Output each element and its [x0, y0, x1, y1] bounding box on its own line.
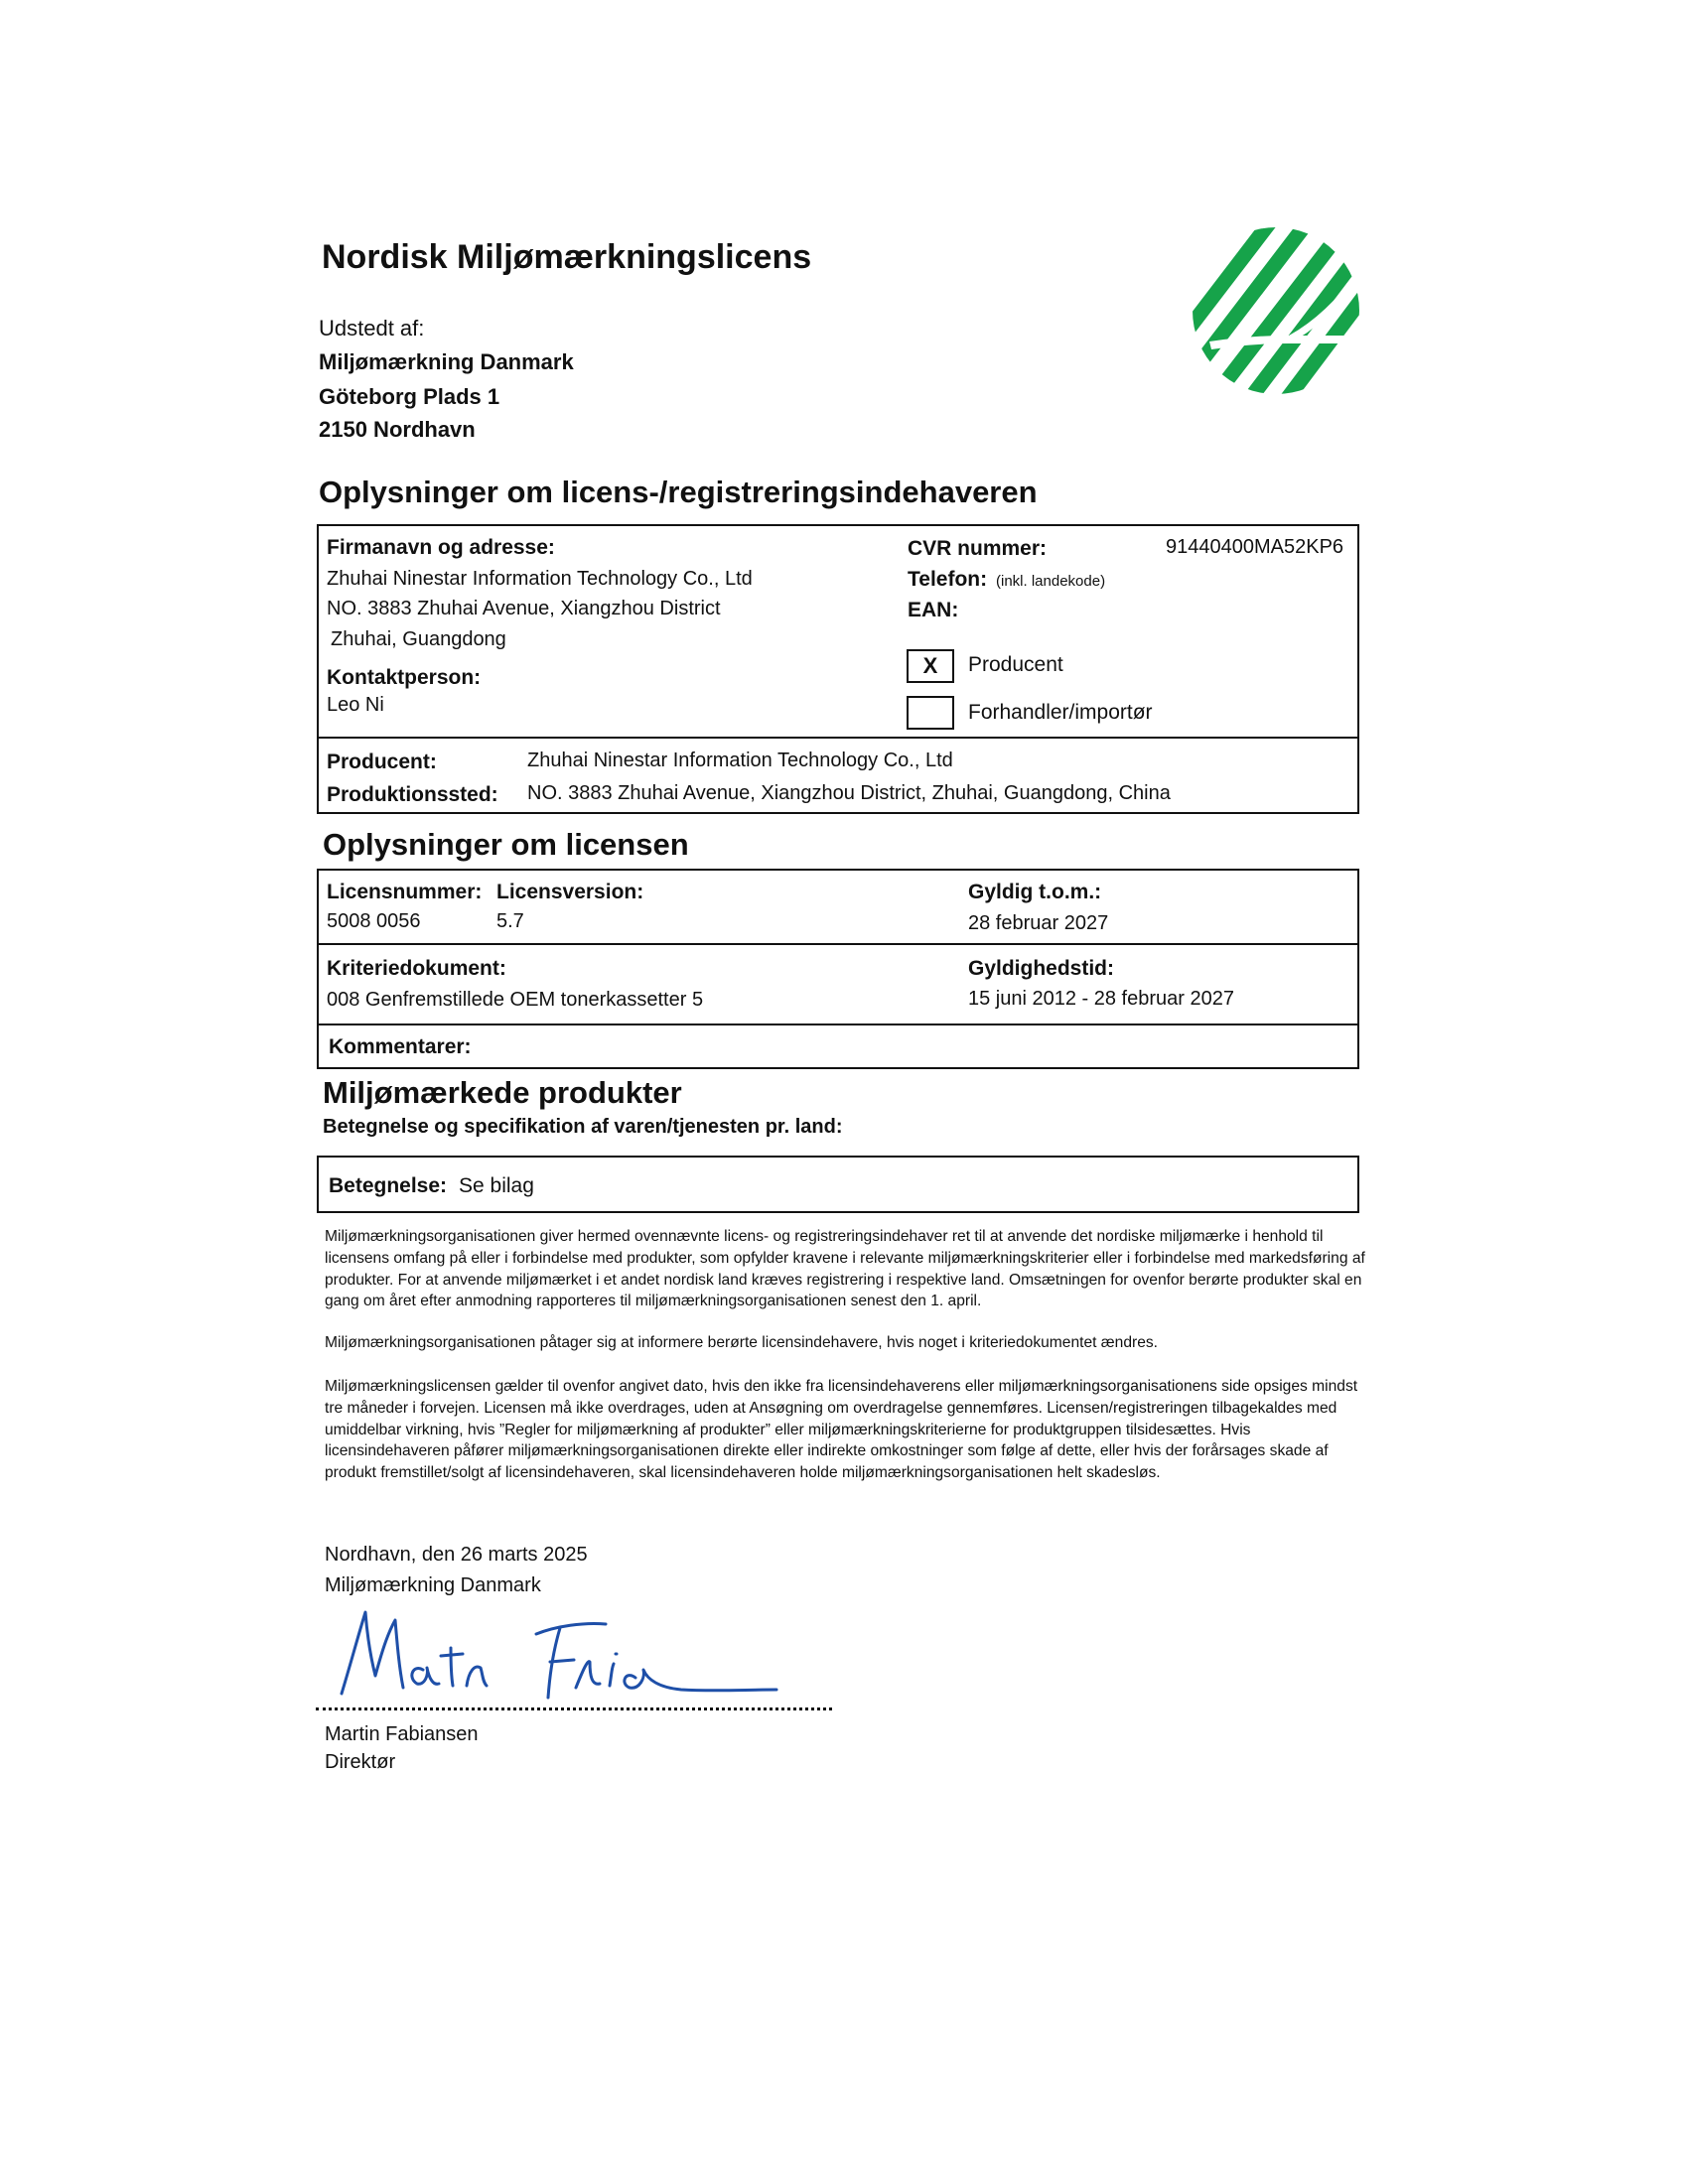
document-title: Nordisk Miljømærkningslicens: [322, 238, 812, 276]
valid-until-label: Gyldig t.o.m.:: [968, 881, 1102, 903]
signature-line: [316, 1707, 832, 1710]
fine-print-paragraph-1: Miljømærkningsorganisationen giver hermed ovennævnte licens- og registreringsindehaver ret til at anvende det nordiske miljømærke i henhold til licensens omfang på eller i forbindelse med produkter, som opfylder kravene i relevante miljømærkningskriterier eller i forbindelse med markedsføring af produkter. For at anvende miljømærket i et andet nordisk land kræves registrering i respektive land. Omsætningen for ovenfor berørte produkter skal en gang om året efter anmodning rapporteres til miljømærkningsorganisationen senest den 1. april.: [325, 1228, 1365, 1310]
cvr-label: CVR nummer:: [908, 537, 1048, 560]
criteria-label: Kriteriedokument:: [327, 957, 506, 980]
cvr-value: 91440400MA52KP6: [1166, 536, 1344, 558]
place-date: Nordhavn, den 26 marts 2025: [325, 1544, 588, 1566]
valid-until-value: 28 februar 2027: [968, 912, 1109, 934]
nordic-swan-ecolabel-logo: [1190, 224, 1362, 397]
issuer-name: Miljømærkning Danmark: [319, 349, 574, 374]
license-number-value: 5008 0056: [327, 910, 421, 932]
company-label: Firmanavn og adresse:: [327, 536, 555, 559]
ean-label: EAN:: [908, 599, 959, 621]
license-version-label: Licensversion:: [496, 881, 644, 903]
producer-checkbox-label: Producent: [968, 653, 1063, 676]
designation-label: Betegnelse:: [329, 1174, 448, 1197]
producer-checkbox[interactable]: X: [907, 649, 954, 683]
license-section-heading: Oplysninger om licensen: [323, 827, 689, 862]
divider: [318, 737, 1358, 739]
signatory-title: Direktør: [325, 1751, 396, 1773]
phone-label: Telefon:: [908, 568, 988, 591]
contact-label: Kontaktperson:: [327, 666, 482, 689]
license-number-label: Licensnummer:: [327, 881, 483, 903]
validity-period-value: 15 juni 2012 - 28 februar 2027: [968, 988, 1234, 1010]
closing-org: Miljømærkning Danmark: [325, 1574, 541, 1596]
issuer-label: Udstedt af:: [319, 316, 425, 341]
holder-section-heading: Oplysninger om licens-/registreringsindehaveren: [319, 475, 1038, 509]
designation-value: Se bilag: [459, 1174, 534, 1197]
issuer-city: 2150 Nordhavn: [319, 417, 476, 442]
production-site-value: NO. 3883 Zhuhai Avenue, Xiangzhou District, Zhuhai, Guangdong, China: [527, 782, 1171, 804]
handwritten-signature: [328, 1598, 784, 1707]
contact-value: Leo Ni: [327, 694, 384, 716]
issuer-street: Göteborg Plads 1: [319, 384, 500, 409]
company-line-3: Zhuhai, Guangdong: [331, 628, 506, 650]
dealer-importer-checkbox[interactable]: [907, 696, 954, 730]
validity-period-label: Gyldighedstid:: [968, 957, 1114, 980]
products-subheading: Betegnelse og specifikation af varen/tjenesten pr. land:: [323, 1116, 843, 1138]
fine-print-paragraph-2: Miljømærkningsorganisationen påtager sig at informere berørte licensindehavere, hvis noget i kriteriedokumentet ændres.: [325, 1334, 1159, 1351]
fine-print-paragraph-3: Miljømærkningslicensen gælder til ovenfor angivet dato, hvis den ikke fra licensindehaverens eller miljømærkningsorganisationens side opsiges mindst tre måneder i forvejen. Licensen må ikke overdrages, uden at Ansøgning om overdragelse gennemføres. Licensen/registreringen tilbagekaldes med umiddelbar virkning, hvis ”Regler for miljømærkning af produkter” eller miljømærkningskriterierne for produktgruppen tilsidesættes. Hvis licensindehaveren påfører miljømærkningsorganisationen direkte eller indirekte omkostninger som følge af dette, eller hvis der forårsages skade af produkt fremstillet/solgt af licensindehaveren, skal licensindehaveren holde miljømærkningsorganisationen helt skadesløs.: [325, 1378, 1358, 1482]
phone-note: (inkl. landekode): [996, 573, 1106, 590]
license-version-value: 5.7: [496, 910, 524, 932]
comments-label: Kommentarer:: [329, 1035, 472, 1058]
company-line-1: Zhuhai Ninestar Information Technology Co., Ltd: [327, 568, 753, 590]
producer-value: Zhuhai Ninestar Information Technology Co., Ltd: [527, 750, 953, 771]
signatory-name: Martin Fabiansen: [325, 1723, 479, 1745]
divider: [318, 943, 1358, 945]
divider: [318, 1024, 1358, 1025]
dealer-importer-checkbox-label: Forhandler/importør: [968, 701, 1153, 724]
producer-label: Producent:: [327, 751, 437, 773]
criteria-value: 008 Genfremstillede OEM tonerkassetter 5: [327, 989, 704, 1011]
production-site-label: Produktionssted:: [327, 783, 498, 806]
company-line-2: NO. 3883 Zhuhai Avenue, Xiangzhou District: [327, 598, 721, 619]
products-section-heading: Miljømærkede produkter: [323, 1075, 682, 1110]
